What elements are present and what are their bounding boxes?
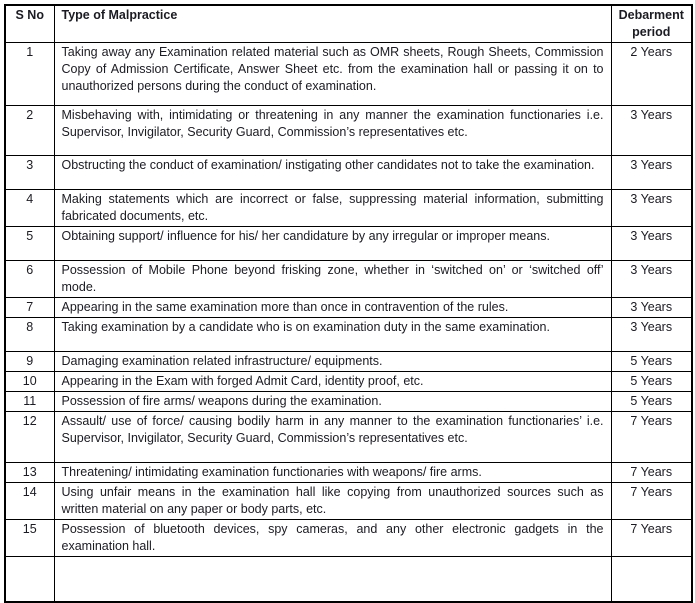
row-sno: [5, 557, 54, 602]
row-malpractice-text: Threatening/ intimidating examination functionaries with weapons/ fire arms.: [54, 463, 611, 483]
row-period: 5 Years: [611, 372, 692, 392]
row-sno: 5: [5, 227, 54, 261]
table-row: [5, 261, 692, 298]
row-period: 3 Years: [611, 227, 692, 261]
row-period: 7 Years: [611, 520, 692, 557]
row-sno: 12: [5, 412, 54, 463]
row-malpractice-text: Using unfair means in the examination hall like copying from unauthorized sources such as written material on any paper or body parts, etc.: [54, 483, 611, 520]
table-row: [5, 43, 692, 106]
table-row: [5, 463, 692, 483]
row-period: 7 Years: [611, 463, 692, 483]
table-row-partial: [5, 557, 692, 602]
row-sno: 13: [5, 463, 54, 483]
table-row: [5, 190, 692, 227]
row-period: 3 Years: [611, 261, 692, 298]
table-body: [5, 43, 692, 602]
row-period: [611, 557, 692, 602]
header-sno: S No: [5, 5, 54, 43]
row-sno: 9: [5, 352, 54, 372]
row-sno: 8: [5, 318, 54, 352]
row-period: 3 Years: [611, 318, 692, 352]
header-period: Debarment period: [611, 5, 692, 43]
row-sno: 15: [5, 520, 54, 557]
row-malpractice-text: Obstructing the conduct of examination/ instigating other candidates not to take the examination.: [54, 156, 611, 190]
table-row: [5, 392, 692, 412]
row-period: 3 Years: [611, 106, 692, 156]
row-period: 7 Years: [611, 412, 692, 463]
table-row: [5, 156, 692, 190]
row-malpractice-text: Misbehaving with, intimidating or threatening in any manner the examination functionaries i.e. Supervisor, Invigilator, Security Guard, Commission’s representatives etc.: [54, 106, 611, 156]
row-period: 3 Years: [611, 156, 692, 190]
row-sno: 7: [5, 298, 54, 318]
row-malpractice-text: Appearing in the Exam with forged Admit Card, identity proof, etc.: [54, 372, 611, 392]
row-malpractice-text: Possession of bluetooth devices, spy cameras, and any other electronic gadgets in the examination hall.: [54, 520, 611, 557]
row-period: 3 Years: [611, 190, 692, 227]
row-malpractice-text: Obtaining support/ influence for his/ her candidature by any irregular or improper means.: [54, 227, 611, 261]
row-malpractice-text: Damaging examination related infrastructure/ equipments.: [54, 352, 611, 372]
row-sno: 10: [5, 372, 54, 392]
table-row: [5, 298, 692, 318]
row-malpractice-text: Possession of fire arms/ weapons during the examination.: [54, 392, 611, 412]
row-sno: 1: [5, 43, 54, 106]
table-row: [5, 520, 692, 557]
row-malpractice-text: Making statements which are incorrect or false, suppressing material information, submitting fabricated documents, etc.: [54, 190, 611, 227]
table-row: [5, 352, 692, 372]
row-sno: 6: [5, 261, 54, 298]
row-malpractice-text: Appearing in the same examination more than once in contravention of the rules.: [54, 298, 611, 318]
row-sno: 2: [5, 106, 54, 156]
malpractice-table: [4, 4, 693, 603]
row-malpractice-text: Taking away any Examination related material such as OMR sheets, Rough Sheets, Commission Copy of Admission Certificate, Answer Sheet etc. from the examination hall or passing it on to unauthorized persons during the conduct of examination.: [54, 43, 611, 106]
row-malpractice-text: Taking examination by a candidate who is on examination duty in the same examination.: [54, 318, 611, 352]
row-period: 5 Years: [611, 392, 692, 412]
table-header: [5, 5, 692, 43]
row-sno: 3: [5, 156, 54, 190]
table-row: [5, 106, 692, 156]
header-row: [5, 5, 692, 43]
table-row: [5, 318, 692, 352]
table-row: [5, 483, 692, 520]
row-period: 3 Years: [611, 298, 692, 318]
row-sno: 11: [5, 392, 54, 412]
row-period: 2 Years: [611, 43, 692, 106]
table-row: [5, 412, 692, 463]
row-period: 7 Years: [611, 483, 692, 520]
header-type: Type of Malpractice: [54, 5, 611, 43]
row-malpractice-text: Assault/ use of force/ causing bodily harm in any manner to the examination functionaries’ i.e. Supervisor, Invigilator, Security Guard, Commission’s representatives etc.: [54, 412, 611, 463]
row-malpractice-text: Possession of Mobile Phone beyond frisking zone, whether in ‘switched on’ or ‘switched off’ mode.: [54, 261, 611, 298]
row-period: 5 Years: [611, 352, 692, 372]
row-sno: 14: [5, 483, 54, 520]
row-malpractice-text: [54, 557, 611, 602]
table-row: [5, 372, 692, 392]
row-sno: 4: [5, 190, 54, 227]
table-row: [5, 227, 692, 261]
